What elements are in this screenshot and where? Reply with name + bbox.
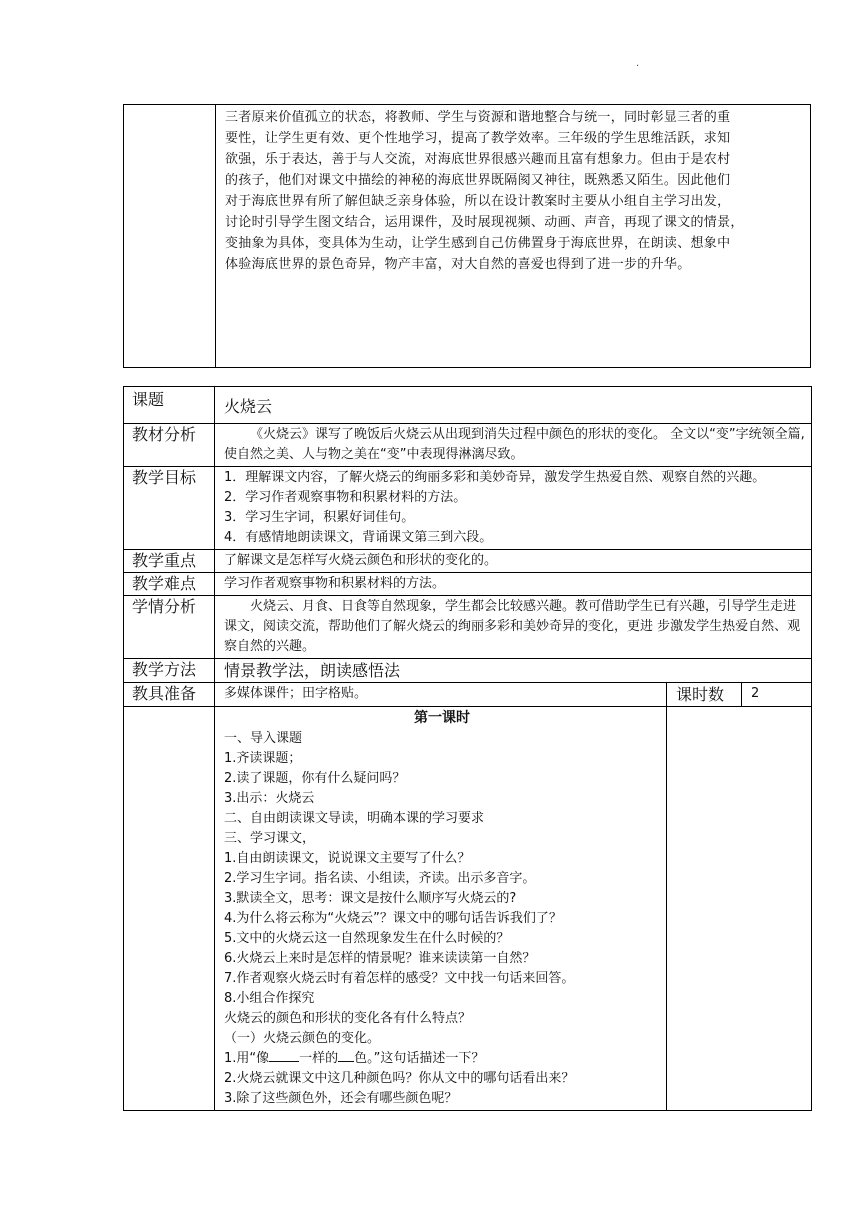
topic-value: 火烧云 — [215, 387, 812, 424]
process-cell — [215, 707, 667, 1111]
paragraph-line: 变抽象为具体，变具体为生动，让学生感到自己仿佛置身于海底世界，在朗读、想象中 — [225, 236, 731, 251]
paragraph-line: 体验海底世界的景色奇异，物产丰富，对大自然的喜爱也得到了进一步的升华。 — [225, 257, 691, 272]
fill-blank-line — [224, 1049, 660, 1069]
first-lesson-title: 第一课时 — [414, 710, 470, 726]
goal-item: 4．有感情地朗读课文，背诵课文第三到六段。 — [224, 530, 493, 545]
page-mark: . — [636, 58, 640, 69]
step-line: 6.火烧云上来时是怎样的情景呢？谁来读读第一自然？ — [224, 951, 536, 966]
goal-item: 1．理解课文内容，了解火烧云的绚丽多彩和美妙奇异，激发学生热爱自然、观察自然的兴趣。 — [224, 470, 766, 485]
step-line: 二、自由朗读课文导读，明确本课的学习要求 — [224, 811, 485, 826]
goal-item: 3．学习生字词，积累好词佳句。 — [224, 510, 415, 525]
situation-value: 火烧云、月食、日食等自然现象，学生都会比较感兴趣。教可借助学生已有兴趣，引导学生走进课文，阅读交流，帮助他们了解火烧云的绚丽多彩和美妙奇异的变化，更进 步激发学生热爱自然、观察自然的兴趣。 — [215, 596, 812, 659]
difficulty-label: 教学难点 — [124, 573, 215, 596]
step-line: 3.默读全文，思考：课文是按什么顺序写火烧云的? — [224, 891, 517, 906]
fill-middle: 一样的 — [299, 1051, 339, 1066]
blank-line — [269, 1049, 299, 1062]
situation-label: 学情分析 — [124, 596, 215, 659]
paragraph-line: 三者原来价值孤立的状态，将教师、学生与资源和谐地整合与统一，同时彰显三者的重 — [225, 110, 731, 125]
fill-prefix: 1.用“像 — [224, 1051, 270, 1066]
key-label: 教学重点 — [124, 550, 215, 573]
tools-label: 教具准备 — [124, 683, 215, 707]
step-line: 火烧云的颜色和形状的变化各有什么特点？ — [224, 1011, 472, 1026]
step-line: 5.文中的火烧云这一自然现象发生在什么时候的？ — [224, 931, 510, 946]
fill-suffix: 色。”这句话描述一下？ — [354, 1051, 485, 1066]
hours-value: 2 — [742, 683, 812, 707]
method-value: 情景教学法，朗读感悟法 — [215, 659, 812, 683]
empty-label-cell — [124, 105, 216, 368]
step-line: 三、学习课文， — [224, 831, 316, 846]
paragraph-line: 对于海底世界有所了解但缺乏亲身体验，所以在设计教案时主要从小组自主学习出发， — [225, 194, 731, 209]
step-line: 3.除了这些颜色外，还会有哪些颜色呢？ — [224, 1091, 458, 1106]
material-label: 教材分析 — [124, 424, 215, 467]
goals-label: 教学目标 — [124, 467, 215, 550]
goal-item: 2．学习作者观察事物和积累材料的方法。 — [224, 490, 467, 505]
difficulty-value: 学习作者观察事物和积累材料的方法。 — [215, 573, 812, 596]
step-line: 1.自由朗读课文，说说课文主要写了什么？ — [224, 851, 471, 866]
blank-line — [338, 1049, 354, 1062]
paragraph-line: 的孩子，他们对课文中描绘的神秘的海底世界既隔阂又神往，既熟悉又陌生。因此他们 — [225, 173, 731, 188]
empty-process-label — [124, 707, 215, 1111]
lesson-plan-table — [123, 386, 812, 1111]
tools-value: 多媒体课件；田字格贴。 — [215, 683, 667, 707]
step-line: （一）火烧云颜色的变化。 — [224, 1031, 381, 1046]
step-line: 1.齐读课题； — [224, 751, 302, 766]
method-label: 教学方法 — [124, 659, 215, 683]
step-line: 7.作者观察火烧云时有着怎样的感受？文中找一句话来回答。 — [224, 971, 575, 986]
empty-notes-cell — [667, 707, 812, 1111]
step-line: 2.火烧云就课文中这几种颜色吗？你从文中的哪句话看出来？ — [224, 1071, 575, 1086]
paragraph-line: 欲强，乐于表达，善于与人交流，对海底世界很感兴趣而且富有想象力。但由于是农村 — [225, 152, 731, 167]
hours-label: 课时数 — [667, 683, 742, 707]
material-value: 《火烧云》课写了晚饭后火烧云从出现到消失过程中颜色的形状的变化。 全文以“变”字统领全篇,使自然之美、人与物之美在“变”中表现得淋漓尽致。 — [215, 424, 812, 467]
continued-table — [123, 104, 811, 368]
key-value: 了解课文是怎样写火烧云颜色和形状的变化的。 — [215, 550, 812, 573]
step-line: 2.读了课题，你有什么疑问吗？ — [224, 771, 406, 786]
goals-cell — [215, 467, 812, 550]
step-line: 4.为什么将云称为“火烧云”？课文中的哪句话告诉我们了？ — [224, 911, 562, 926]
analysis-continued-cell — [216, 105, 811, 368]
paragraph-line: 讨论时引导学生图文结合，运用课件，及时展现视频、动画、声音，再现了课文的情景， — [225, 215, 744, 230]
paragraph-line: 要性，让学生更有效、更个性地学习，提高了教学效率。三年级的学生思维活跃，求知 — [225, 131, 731, 146]
topic-label: 课题 — [124, 387, 215, 424]
step-line: 3.出示：火烧云 — [224, 791, 315, 806]
step-line: 8.小组合作探究 — [224, 991, 315, 1006]
step-line: 2.学习生字词。指名读、小组读，齐读。出示多音字。 — [224, 871, 536, 886]
step-line: 一、导入课题 — [224, 731, 303, 746]
